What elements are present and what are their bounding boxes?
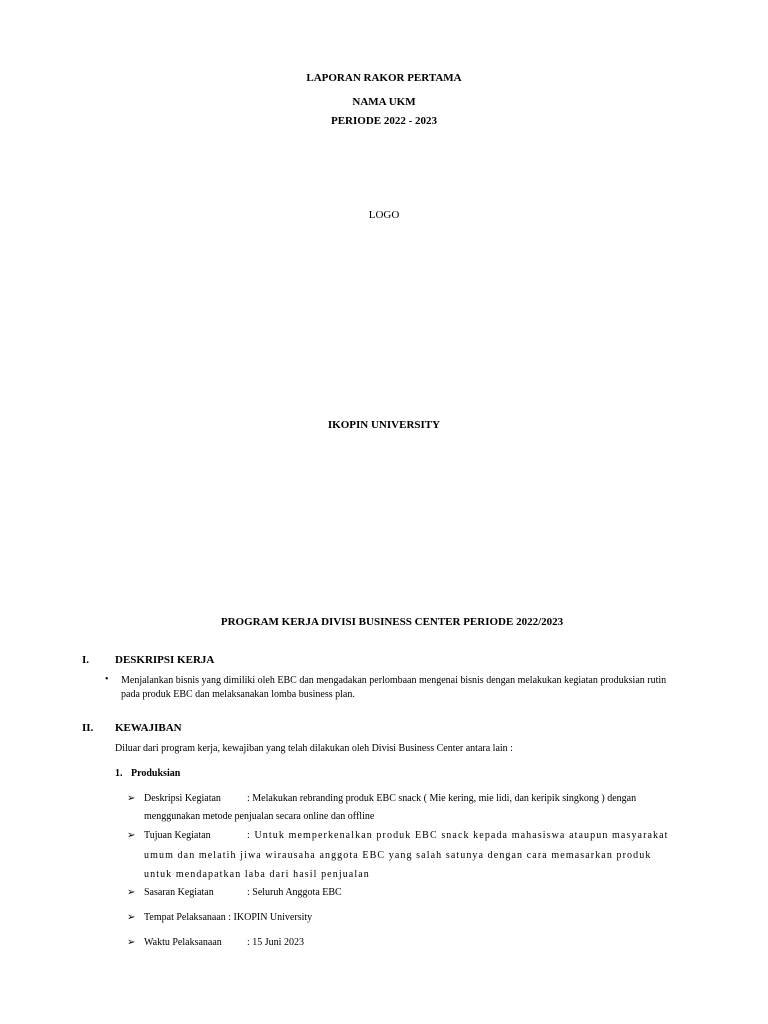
organization-name: NAMA UKM [352,96,416,108]
tujuan-label: Tujuan Kegiatan [144,830,211,841]
section-2-intro: Diluar dari program kerja, kewajiban yang telah dilakukan oleh Divisi Business Center antara lain : [115,743,513,754]
logo-placeholder: LOGO [368,209,400,221]
tempat-text: Tempat Pelaksanaan : IKOPIN University [144,912,313,923]
tujuan-value-cont-1: umum dan melatih jiwa wirausaha anggota EBC yang salah satunya dengan cara memasarkan produk [144,850,652,861]
waktu-label: Waktu Pelaksanaan [144,937,222,948]
section-1-title: DESKRIPSI KERJA [115,654,215,666]
period-label: PERIODE 2022 - 2023 [330,115,438,127]
section-2-title: KEWAJIBAN [115,722,182,734]
waktu-value: : 15 Juni 2023 [247,937,304,948]
sasaran-value: : Seluruh Anggota EBC [247,887,342,898]
report-title: LAPORAN RAKOR PERTAMA [306,72,462,84]
deskripsi-label: Deskripsi Kegiatan [144,793,221,804]
tujuan-value: : Untuk memperkenalkan produk EBC snack kepada mahasiswa ataupun masyarakat [247,830,669,841]
arrow-bullet-icon: ➢ [127,830,136,841]
sasaran-label: Sasaran Kegiatan [144,887,214,898]
deskripsi-value-cont: menggunakan metode penjualan secara online dan offline [144,811,375,822]
tujuan-value-cont-2: untuk mendapatkan laba dari hasil penjualan [144,869,370,880]
section-1-number: I. [82,654,90,666]
university-name: IKOPIN UNIVERSITY [327,419,441,431]
section-1-bullet-text: Menjalankan bisnis yang dimiliki oleh EBC dan mengadakan perlombaan mengenai bisnis dengan melakukan kegiatan produksian rutin [121,675,667,686]
arrow-bullet-icon: ➢ [127,793,136,804]
subsection-1-title: Produksian [131,768,181,779]
arrow-bullet-icon: ➢ [127,912,136,923]
bullet-icon: • [105,674,109,685]
arrow-bullet-icon: ➢ [127,887,136,898]
subsection-1-number: 1. [115,768,123,779]
section-1-bullet-text-cont: pada produk EBC dan melaksanakan lomba business plan. [121,689,355,700]
arrow-bullet-icon: ➢ [127,937,136,948]
program-title: PROGRAM KERJA DIVISI BUSINESS CENTER PERIODE 2022/2023 [220,616,564,628]
section-2-number: II. [82,722,94,734]
deskripsi-value: : Melakukan rebranding produk EBC snack ( Mie kering, mie lidi, dan keripik singkong ) dengan [247,793,637,804]
